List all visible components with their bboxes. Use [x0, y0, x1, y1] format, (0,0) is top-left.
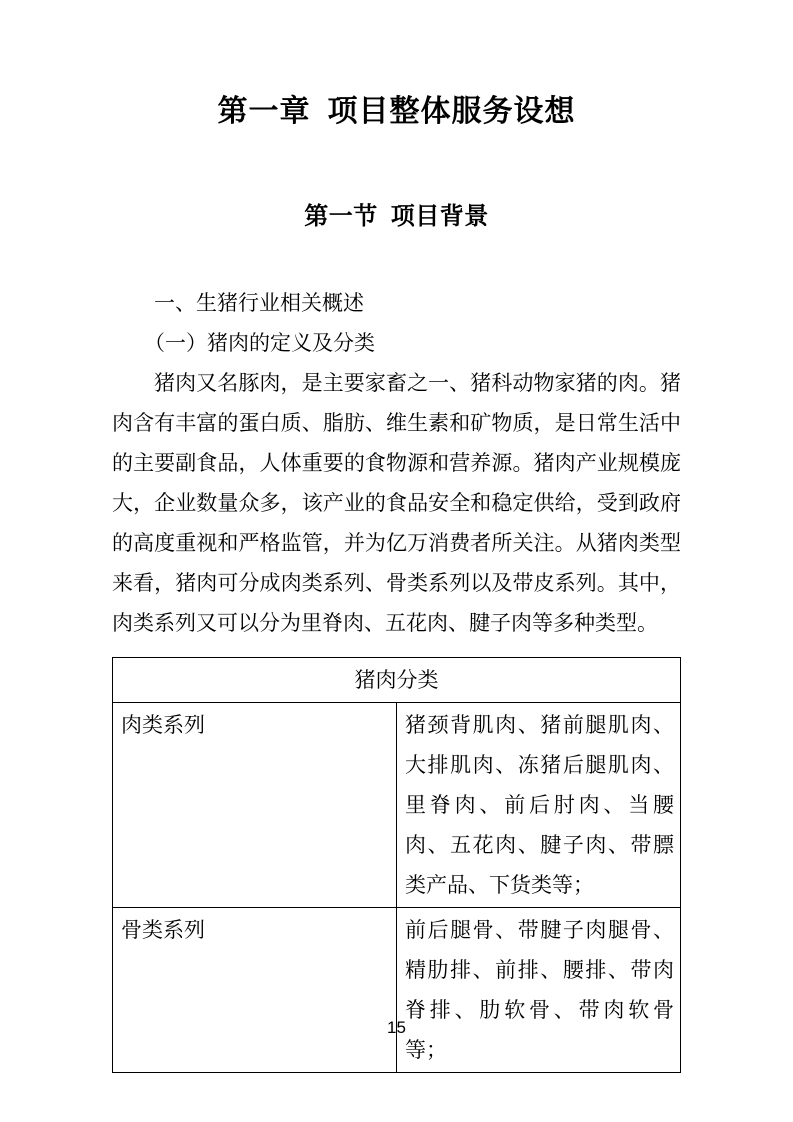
page-number: 15 — [387, 1018, 406, 1037]
table-cell-category: 骨类系列 — [113, 908, 397, 1073]
heading-level-1: 一、生猪行业相关概述 — [154, 291, 364, 315]
table-cell-category: 肉类系列 — [113, 703, 397, 908]
page-content — [112, 0, 681, 1073]
body-paragraph: 猪肉又名豚肉，是主要家畜之一、猪科动物家猪的肉。猪肉含有丰富的蛋白质、脂肪、维生素和矿物质，是日常生活中的主要副食品，人体重要的食物源和营养源。猪肉产业规模庞大，企业数量众多，该产业的食品安全和稳定供给，受到政府的高度重视和严格监管，并为亿万消费者所关注。从猪肉类型来看，猪肉可分成肉类系列、骨类系列以及带皮系列。其中，肉类系列又可以分为里脊肉、五花肉、腱子肉等多种类型。 — [112, 371, 681, 635]
table-header-title: 猪肉分类 — [113, 658, 681, 703]
heading-level-2: （一）猪肉的定义及分类 — [144, 331, 375, 355]
table-cell-items: 前后腿骨、带腱子肉腿骨、精肋排、前排、腰排、带肉脊排、肋软骨、带肉软骨等； — [397, 908, 681, 1073]
pork-classification-table — [112, 657, 681, 1073]
table-row — [113, 703, 681, 908]
table-row — [113, 908, 681, 1073]
table-header-row — [113, 658, 681, 703]
table-cell-items: 猪颈背肌肉、猪前腿肌肉、大排肌肉、冻猪后腿肌肉、里脊肉、前后肘肉、当腰肉、五花肉、腱子肉、带膘类产品、下货类等； — [397, 703, 681, 908]
section-title: 第一节 项目背景 — [304, 204, 489, 230]
pork-classification-table-wrapper — [112, 657, 681, 1073]
page-title: 第一章 项目整体服务设想 — [217, 95, 576, 128]
body-text — [112, 234, 681, 643]
